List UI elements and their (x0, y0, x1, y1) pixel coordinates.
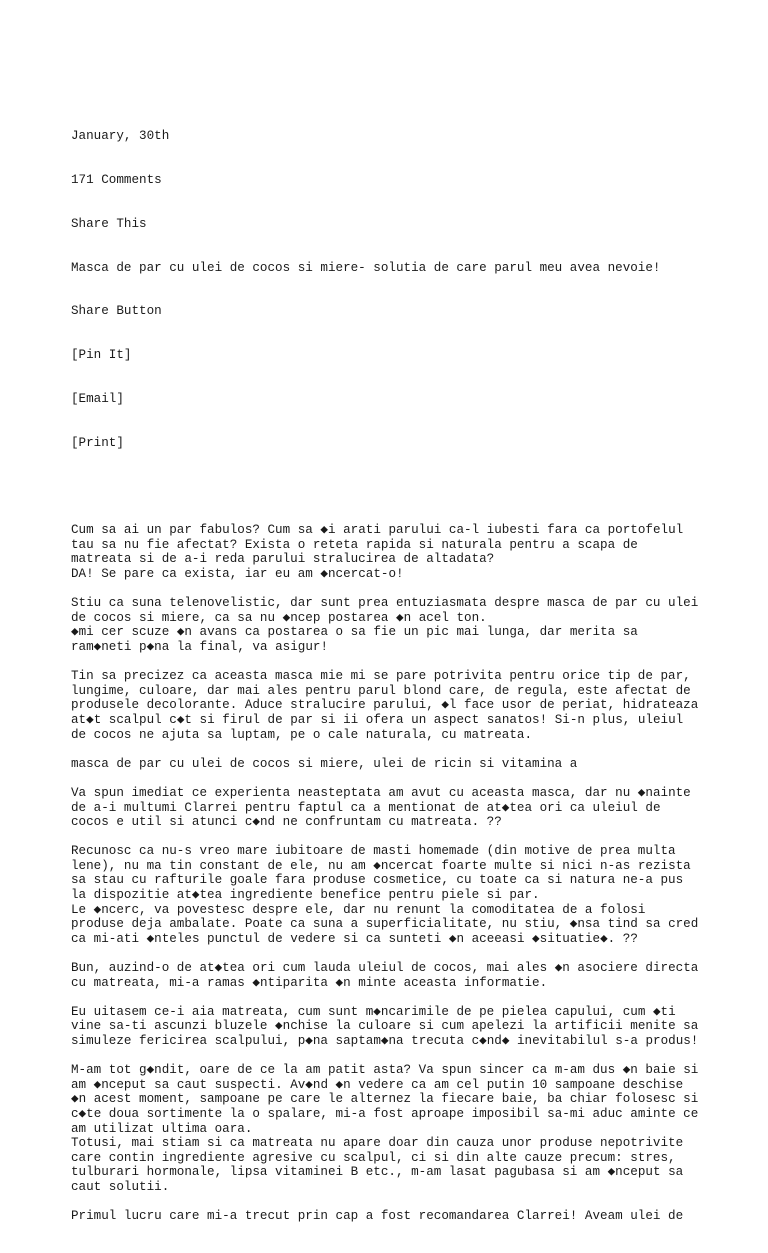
paragraph-line: lene), nu ma tin constant de ele, nu am ◆ncercat foarte multe si nici n-as rezista (71, 858, 691, 873)
print-link[interactable]: [Print] (71, 435, 124, 450)
paragraph-spacer (71, 582, 711, 597)
paragraph-line: Totusi, mai stiam si ca matreata nu apare doar din cauza unor produse nepotrivite (71, 1136, 684, 1151)
email-link[interactable]: [Email] (71, 391, 124, 406)
comments-count-link[interactable]: 171 Comments (71, 172, 162, 187)
paragraph-line: care contin ingrediente agresive cu scalpul, ci si din alte cauze precum: stres, (71, 1150, 676, 1165)
paragraph-line: la dispozitie at◆tea ingrediente benefice pentru piele si par. (71, 888, 540, 903)
paragraph-line: cu matreata, mi-a ramas ◆ntiparita ◆n minte aceasta informatie. (71, 975, 548, 990)
paragraph-line: c◆te doua sortimente la o spalare, mi-a fost aproape imposibil sa-mi aduc aminte ce (71, 1106, 699, 1121)
paragraph-line: am ◆nceput sa caut suspecti. Av◆nd ◆n vedere ca am cel putin 10 sampoane deschise (71, 1077, 684, 1092)
paragraph-line: Stiu ca suna telenovelistic, dar sunt prea entuziasmata despre masca de par cu ulei (71, 596, 699, 611)
paragraph-line: matreata si de a-i reda parului stralucirea de altadata? (71, 552, 495, 567)
paragraph-line: produsele decolorante. Aduce stralucire parului, ◆l face usor de periat, hidrateaza (71, 698, 699, 713)
paragraph-line: Cum sa ai un par fabulos? Cum sa ◆i arati parului ca-l iubesti fara ca portofelul (71, 523, 684, 538)
paragraph-line: Recunosc ca nu-s vreo mare iubitoare de masti homemade (din motive de prea multa (71, 844, 676, 859)
paragraph-spacer (71, 830, 711, 845)
paragraph-line: de cocos si miere, ca sa nu ◆ncep postarea ◆n acel ton. (71, 610, 487, 625)
paragraph-spacer (71, 1195, 711, 1210)
paragraph-line: ram◆neti p◆na la final, va asigur! (71, 639, 329, 654)
article-title: Masca de par cu ulei de cocos si miere- solutia de care parul meu avea nevoie! (71, 260, 661, 275)
paragraphs-container (71, 523, 711, 1224)
article-body (71, 100, 711, 1253)
paragraph-line: ◆n acest moment, sampoane pe care le alternez la fiecare baie, ba chiar folosesc si (71, 1092, 699, 1107)
paragraph-line: cocos e util si atunci c◆nd ne confruntam cu matreata. ?? (71, 815, 502, 830)
spacer (71, 479, 711, 494)
paragraph-line: lungime, culoare, dar mai ales pentru parul blond care, de regula, este afectat de (71, 683, 691, 698)
paragraph-spacer (71, 946, 711, 961)
paragraph-spacer (71, 655, 711, 670)
paragraph-spacer (71, 990, 711, 1005)
share-this-label: Share This (71, 216, 147, 231)
paragraph-line: produse deja ambalate. Poate ca suna a superficialitate, nu stiu, ◆nsa tind sa cred (71, 917, 699, 932)
paragraph-spacer (71, 742, 711, 757)
paragraph-line: tulburari hormonale, lipsa vitaminei B etc., m-am lasat pagubasa si am ◆nceput sa (71, 1165, 684, 1180)
paragraph-line: sa stau cu rafturile goale fara produse cosmetice, cu toate ca si natura ne-a pus (71, 873, 684, 888)
paragraph-line: de a-i multumi Clarrei pentru faptul ca a mentionat de at◆tea ori ca uleiul de (71, 800, 661, 815)
paragraph-line: caut solutii. (71, 1179, 170, 1194)
paragraph-line: simuleze fericirea scalpului, p◆na saptam◆na trecuta c◆nd◆ inevitabilul s-a produs! (71, 1034, 699, 1048)
paragraph-line: tau sa nu fie afectat? Exista o reteta rapida si naturala pentru a scapa de (71, 537, 638, 552)
paragraph-line: ca mi-ati ◆nteles punctul de vedere si ca sunteti ◆n aceeasi ◆situatie◆. ?? (71, 931, 638, 946)
paragraph-line: Primul lucru care mi-a trecut prin cap a fost recomandarea Clarrei! Aveam ulei de (71, 1209, 684, 1224)
paragraph-line: am utilizat ultima oara. (71, 1121, 253, 1136)
paragraph-line: Va spun imediat ce experienta neasteptata am avut cu aceasta masca, dar nu ◆nainte (71, 785, 691, 800)
paragraph-line: M-am tot g◆ndit, oare de ce la am patit asta? Va spun sincer ca m-am dus ◆n baie si (71, 1063, 699, 1078)
paragraph-spacer (71, 1049, 711, 1064)
post-date: January, 30th (71, 129, 170, 144)
paragraph-line: at◆t scalpul c◆t si firul de par si ii ofera un aspect sanatos! Si-n plus, uleiul (71, 712, 684, 727)
paragraph-line: Bun, auzind-o de at◆tea ori cum lauda uleiul de cocos, mai ales ◆n asociere directa (71, 961, 699, 976)
share-button[interactable]: Share Button (71, 304, 162, 319)
paragraph-line: de cocos ne ajuta sa luptam, pe o cale naturala, cu matreata. (71, 727, 533, 742)
paragraph-line: masca de par cu ulei de cocos si miere, ulei de ricin si vitamina a (71, 756, 578, 771)
pin-it-link[interactable]: [Pin It] (71, 348, 132, 363)
paragraph-line: ◆mi cer scuze ◆n avans ca postarea o sa fie un pic mai lunga, dar merita sa (71, 625, 638, 640)
paragraph-line: DA! Se pare ca exista, iar eu am ◆ncercat-o! (71, 567, 404, 581)
paragraph-line: Eu uitasem ce-i aia matreata, cum sunt m◆ncarimile de pe pielea capului, cum ◆ti (71, 1004, 676, 1019)
paragraph-line: Le ◆ncerc, va povestesc despre ele, dar nu renunt la comoditatea de a folosi (71, 902, 646, 917)
paragraph-line: vine sa-ti ascunzi bluzele ◆nchise la culoare si cum apelezi la artificii menite sa (71, 1019, 699, 1034)
paragraph-line: Tin sa precizez ca aceasta masca mie mi se pare potrivita pentru orice tip de par, (71, 669, 691, 684)
paragraph-spacer (71, 771, 711, 786)
